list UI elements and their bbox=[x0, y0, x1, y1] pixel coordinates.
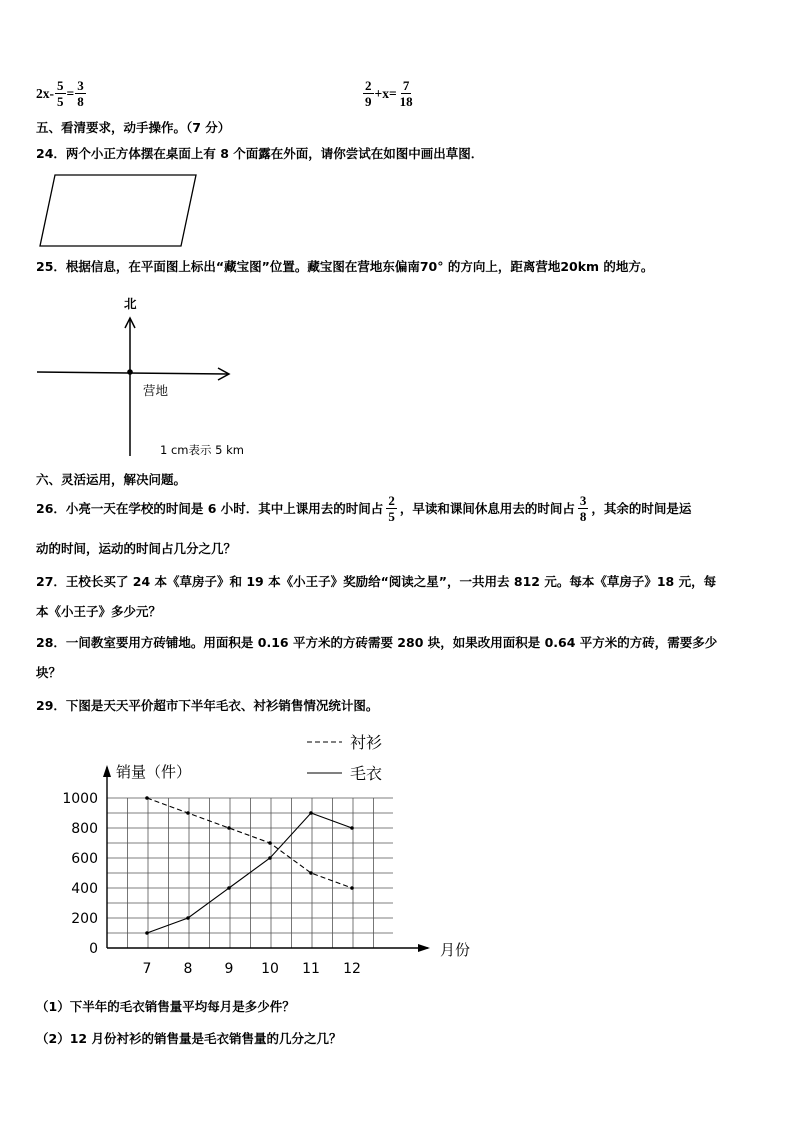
fraction-numerator: 3 bbox=[579, 493, 587, 508]
sales-line-chart bbox=[0, 725, 520, 985]
y-tick-label: 200 bbox=[71, 911, 98, 927]
data-point bbox=[309, 871, 313, 875]
legend-label: 衬衫 bbox=[350, 733, 383, 752]
q26-text-a: 26．小亮一天在学校的时间是 6 小时．其中上课用去的时间占 bbox=[36, 500, 384, 516]
map-scale-label: 1 cm表示 5 km bbox=[160, 443, 244, 457]
data-point bbox=[268, 856, 272, 860]
sub-question-1: （1）下半年的毛衣销售量平均每月是多少件？ bbox=[36, 999, 295, 1014]
x-axis-label: 月份 bbox=[440, 941, 471, 959]
x-tick-label: 7 bbox=[142, 961, 152, 977]
fraction bbox=[75, 78, 86, 109]
camp-point bbox=[127, 369, 133, 375]
fraction-denominator: 5 bbox=[388, 509, 395, 524]
fraction bbox=[55, 78, 66, 109]
question-24: 24．两个小正方体摆在桌面上有 8 个面露在外面，请你尝试在如图中画出草图． bbox=[36, 146, 484, 161]
eq-right-middle: +x= bbox=[374, 85, 397, 101]
fraction-numerator: 2 bbox=[365, 78, 372, 93]
q26-text-c: ，其余的时间是运 bbox=[591, 500, 692, 516]
y-tick-label: 0 bbox=[89, 941, 98, 957]
data-point bbox=[145, 796, 149, 800]
sub-question-2: （2）12 月份衬衫的销售量是毛衣销售量的几分之几？ bbox=[36, 1031, 342, 1046]
data-point bbox=[186, 811, 190, 815]
parallelogram-figure bbox=[38, 172, 200, 250]
question-26 bbox=[36, 493, 691, 524]
fraction bbox=[578, 493, 589, 524]
question-28-line1: 28．一间教室要用方砖铺地。用面积是 0.16 平方米的方砖需要 280 块，如果改用面积是 0.64 平方米的方砖，需要多少 bbox=[36, 635, 718, 650]
fraction-denominator: 18 bbox=[399, 94, 413, 109]
fraction-denominator: 5 bbox=[57, 94, 64, 109]
x-tick-label: 8 bbox=[183, 961, 193, 977]
x-axis-arrow bbox=[418, 944, 430, 952]
y-axis-arrow bbox=[103, 765, 111, 777]
data-point bbox=[350, 826, 354, 830]
q26-text-b: ，早读和课间休息用去的时间占 bbox=[399, 500, 575, 516]
y-axis-label: 销量（件） bbox=[116, 763, 192, 781]
camp-map-figure bbox=[34, 292, 254, 462]
fraction-numerator: 2 bbox=[388, 493, 395, 508]
x-tick-label: 11 bbox=[302, 961, 320, 977]
question-27-line2: 本《小王子》多少元？ bbox=[36, 604, 162, 619]
fraction-numerator: 3 bbox=[77, 78, 84, 93]
question-26-line2: 动的时间，运动的时间占几分之几？ bbox=[36, 541, 237, 556]
y-tick-label: 600 bbox=[71, 851, 98, 867]
x-tick-label: 9 bbox=[224, 961, 234, 977]
fraction-denominator: 8 bbox=[579, 509, 587, 524]
equation-left bbox=[36, 78, 87, 109]
data-point bbox=[268, 841, 272, 845]
data-point bbox=[309, 811, 313, 815]
eq-left-equals: = bbox=[66, 85, 75, 101]
question-28-line2: 块？ bbox=[36, 665, 62, 680]
equation-right bbox=[362, 78, 416, 109]
question-27-line1: 27．王校长买了 24 本《草房子》和 19 本《小王子》奖励给“阅读之星”，一共用去 812 元。每本《草房子》18 元，每 bbox=[36, 574, 717, 589]
data-point bbox=[227, 886, 231, 890]
data-point bbox=[145, 931, 149, 935]
fraction-numerator: 5 bbox=[57, 78, 64, 93]
x-tick-label: 10 bbox=[261, 961, 279, 977]
fraction bbox=[398, 78, 415, 109]
section-six-heading: 六、灵活运用，解决问题。 bbox=[36, 472, 187, 487]
y-tick-label: 800 bbox=[71, 821, 98, 837]
camp-label: 营地 bbox=[143, 383, 169, 398]
fraction-denominator: 9 bbox=[365, 94, 372, 109]
data-point bbox=[227, 826, 231, 830]
fraction bbox=[363, 78, 374, 109]
y-tick-label: 400 bbox=[71, 881, 98, 897]
fraction-numerator: 7 bbox=[402, 78, 410, 93]
data-point bbox=[350, 886, 354, 890]
legend-label: 毛衣 bbox=[350, 764, 383, 783]
question-25: 25．根据信息，在平面图上标出“藏宝图”位置。藏宝图在营地东偏南70° 的方向上，距离营地20km 的地方。 bbox=[36, 259, 654, 274]
data-point bbox=[186, 916, 190, 920]
x-tick-label: 12 bbox=[343, 961, 361, 977]
fraction-denominator: 8 bbox=[77, 94, 84, 109]
section-five-heading: 五、看清要求，动手操作。（7 分） bbox=[36, 120, 231, 135]
eq-left-prefix: 2x- bbox=[36, 85, 54, 101]
north-label: 北 bbox=[124, 296, 137, 311]
question-29: 29．下图是天天平价超市下半年毛衣、衬衫销售情况统计图。 bbox=[36, 698, 379, 713]
y-tick-label: 1000 bbox=[62, 791, 98, 807]
fraction bbox=[386, 493, 397, 524]
